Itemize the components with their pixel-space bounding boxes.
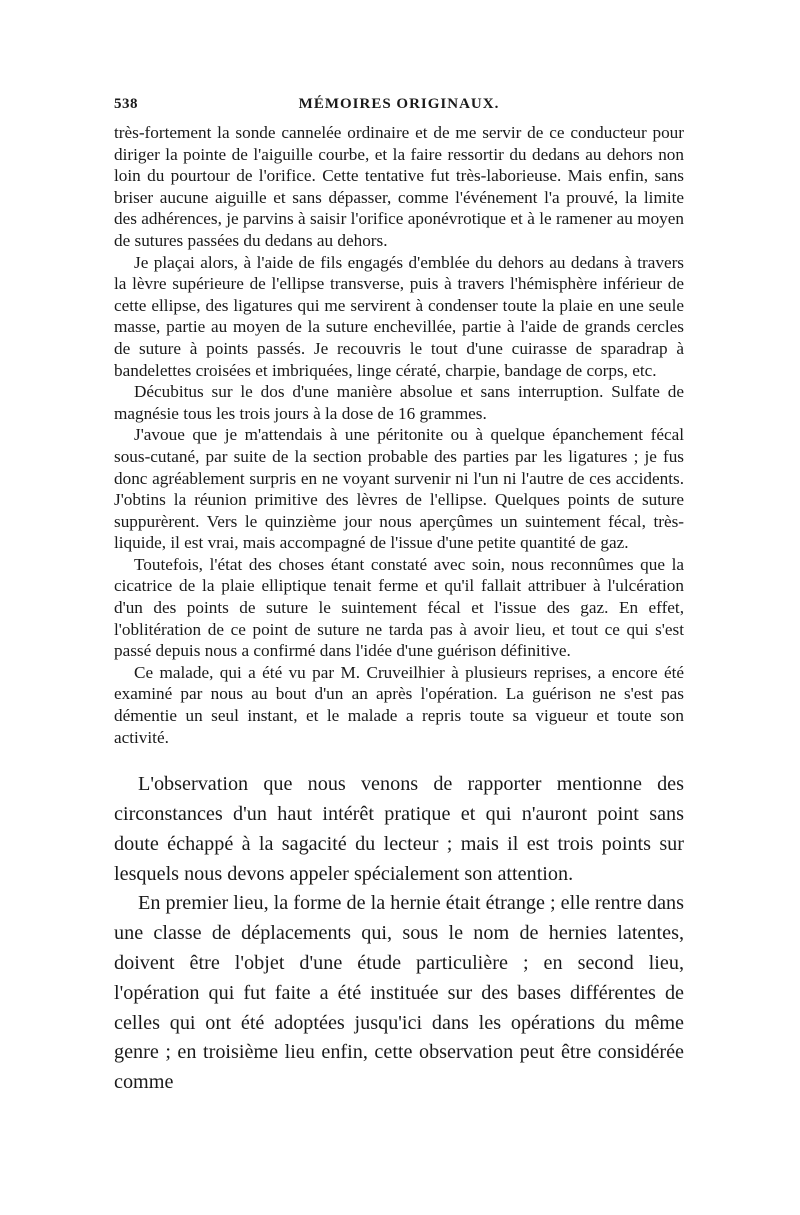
commentary-paragraph-1: L'observation que nous venons de rapporter mentionne des circonstances d'un haut intérêt pratique et qui n'auront point sans doute échappé à la sagacité du lecteur ; mais il est trois points sur lesquels nous devons appeler spécialement son attention. — [114, 773, 684, 885]
running-title: MÉMOIRES ORIGINAUX. — [298, 96, 500, 112]
page-number: 538 — [114, 96, 138, 112]
case-paragraph-2: Je plaçai alors, à l'aide de fils engagés d'emblée du dehors au dedans à travers la lèvre supérieure de l'ellipse transverse, puis à travers l'hémisphère inférieur de cette ellipse, des ligatures qui me servirent à condenser toute la plaie en une seule masse, partie au moyen de la suture enchevillée, partie à l'aide de grands cercles de suture à points passés. Je recouvris le tout d'une cuirasse de sparadrap à bandelettes croisées et imbriquées, linge cératé, charpie, bandage de corps, etc. — [114, 252, 684, 380]
book-page — [114, 96, 684, 1098]
case-paragraph-1: très-fortement la sonde cannelée ordinaire et de me servir de ce conducteur pour diriger la pointe de l'aiguille courbe, et la faire ressortir du dedans au dehors non loin du pourtour de l'orifice. Cette tentative fut très-laborieuse. Mais enfin, sans briser aucune aiguille et sans dépasser, comme l'événement l'a prouvé, la limite des adhérences, je parvins à saisir l'orifice aponévrotique et à le ramener au moyen de sutures passées du dedans au dehors. — [114, 123, 684, 250]
case-paragraph-5: Toutefois, l'état des choses étant constaté avec soin, nous reconnûmes que la cicatrice de la plaie elliptique tenait ferme et qu'il fallait attribuer à l'ulcération d'un des points de suture le suintement fécal et l'issue des gaz. En effet, l'oblitération de ce point de suture ne tarda pas à avoir lieu, et tout ce qui s'est passé depuis nous a confirmé dans l'idée d'une guérison définitive. — [114, 554, 684, 661]
case-paragraph-3: Décubitus sur le dos d'une manière absolue et sans interruption. Sulfate de magnésie tous les trois jours à la dose de 16 grammes. — [114, 382, 684, 423]
running-head — [114, 96, 684, 122]
case-paragraph-6: Ce malade, qui a été vu par M. Cruveilhier à plusieurs reprises, a encore été examiné par nous au bout d'un an après l'opération. La guérison ne s'est pas démentie un seul instant, et le malade a repris toute sa vigueur et toute son activité. — [114, 662, 684, 747]
commentary-paragraph-2: En premier lieu, la forme de la hernie était étrange ; elle rentre dans une classe de déplacements qui, sous le nom de hernies latentes, doivent être l'objet d'une étude particulière ; en second lieu, l'opération qui fut faite a été instituée sur des bases différentes de celles qui ont été adoptées jusqu'ici dans les opérations du même genre ; en troisième lieu enfin, cette observation peut être considérée comme — [114, 892, 684, 1094]
case-report-text — [114, 122, 684, 748]
commentary-text — [114, 770, 684, 1098]
case-paragraph-4: J'avoue que je m'attendais à une péritonite ou à quelque épanchement fécal sous-cutané, par suite de la section probable des parties par les ligatures ; je fus donc agréablement surpris en ne voyant survenir ni l'un ni l'autre de ces accidents. J'obtins la réunion primitive des lèvres de l'ellipse. Quelques points de suture suppurèrent. Vers le quinzième jour nous aperçûmes un suintement fécal, très-liquide, il est vrai, mais accompagné de l'issue d'une petite quantité de gaz. — [114, 425, 684, 553]
